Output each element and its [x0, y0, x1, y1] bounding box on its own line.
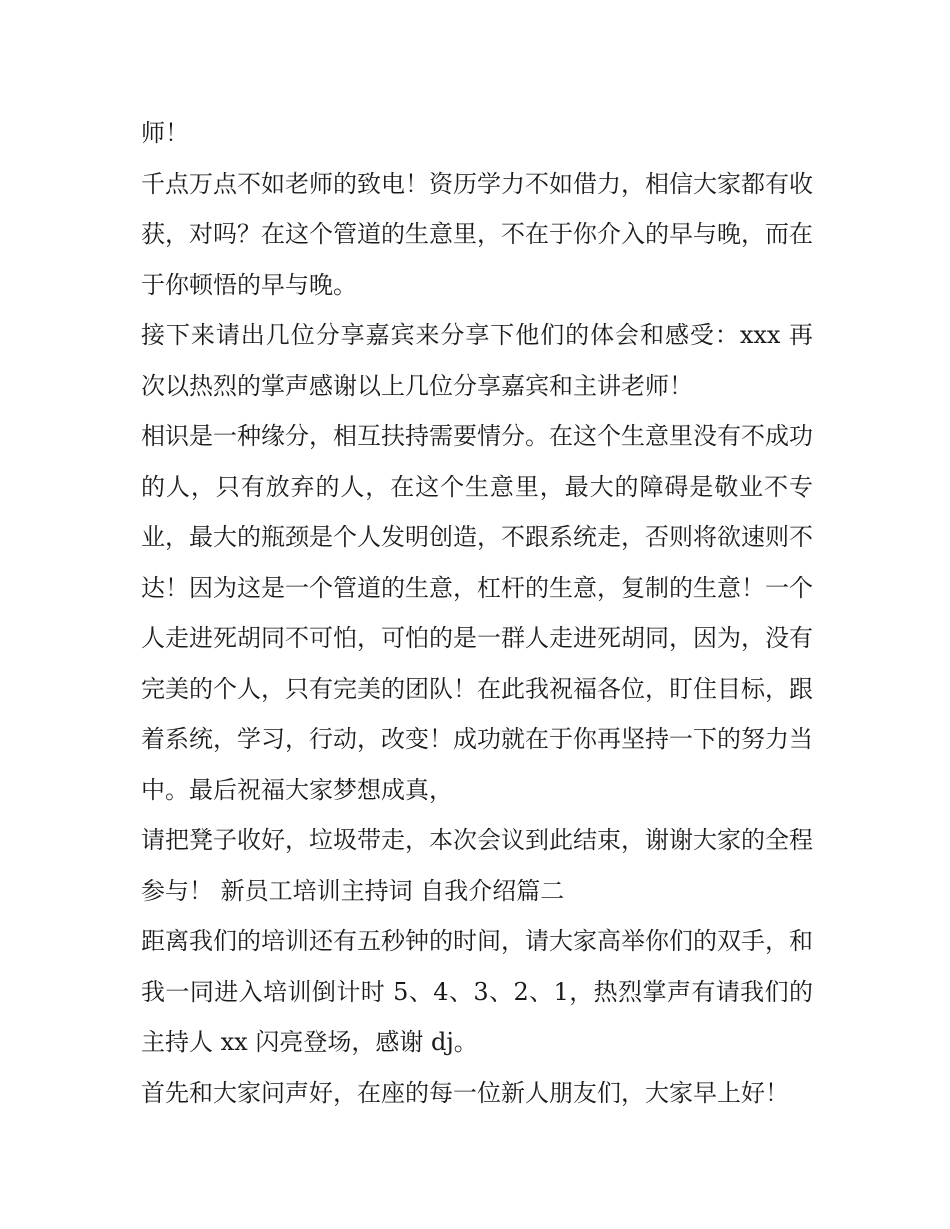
paragraph: 相识是一种缘分，相互扶持需要情分。在这个生意里没有不成功的人，只有放弃的人，在这个生意里，最大的障碍是敬业不专业，最大的瓶颈是个人发明创造，不跟系统走，否则将欲速则不达！因为这是一个管道的生意，杠杆的生意，复制的生意！一个人走进死胡同不可怕，可怕的是一群人走进死胡同，因为，没有完美的个人，只有完美的团队！在此我祝福各位，盯住目标，跟着系统，学习，行动，改变！成功就在于你再坚持一下的努力当中。最后祝福大家梦想成真， [141, 422, 813, 804]
paragraph: 距离我们的培训还有五秒钟的时间，请大家高举你们的双手，和我一同进入培训倒计时 5、4、3、2、1，热烈掌声有请我们的主持人 xx 闪亮登场，感谢 dj。 [141, 927, 813, 1056]
paragraph: 千点万点不如老师的致电！资历学力不如借力，相信大家都有收获，对吗？在这个管道的生意里，不在于你介入的早与晚，而在于你顿悟的早与晚。 [141, 169, 813, 299]
paragraph: 首先和大家问声好，在座的每一位新人朋友们，大家早上好！ [141, 1078, 789, 1107]
paragraph: 接下来请出几位分享嘉宾来分享下他们的体会和感受：xxx 再次以热烈的掌声感谢以上几位分享嘉宾和主讲老师！ [141, 321, 813, 400]
paragraph: 师！ [141, 119, 189, 147]
document-body [141, 108, 813, 1118]
paragraph: 请把凳子收好，垃圾带走，本次会议到此结束，谢谢大家的全程参与！ 新员工培训主持词 自我介绍篇二 [141, 826, 813, 905]
